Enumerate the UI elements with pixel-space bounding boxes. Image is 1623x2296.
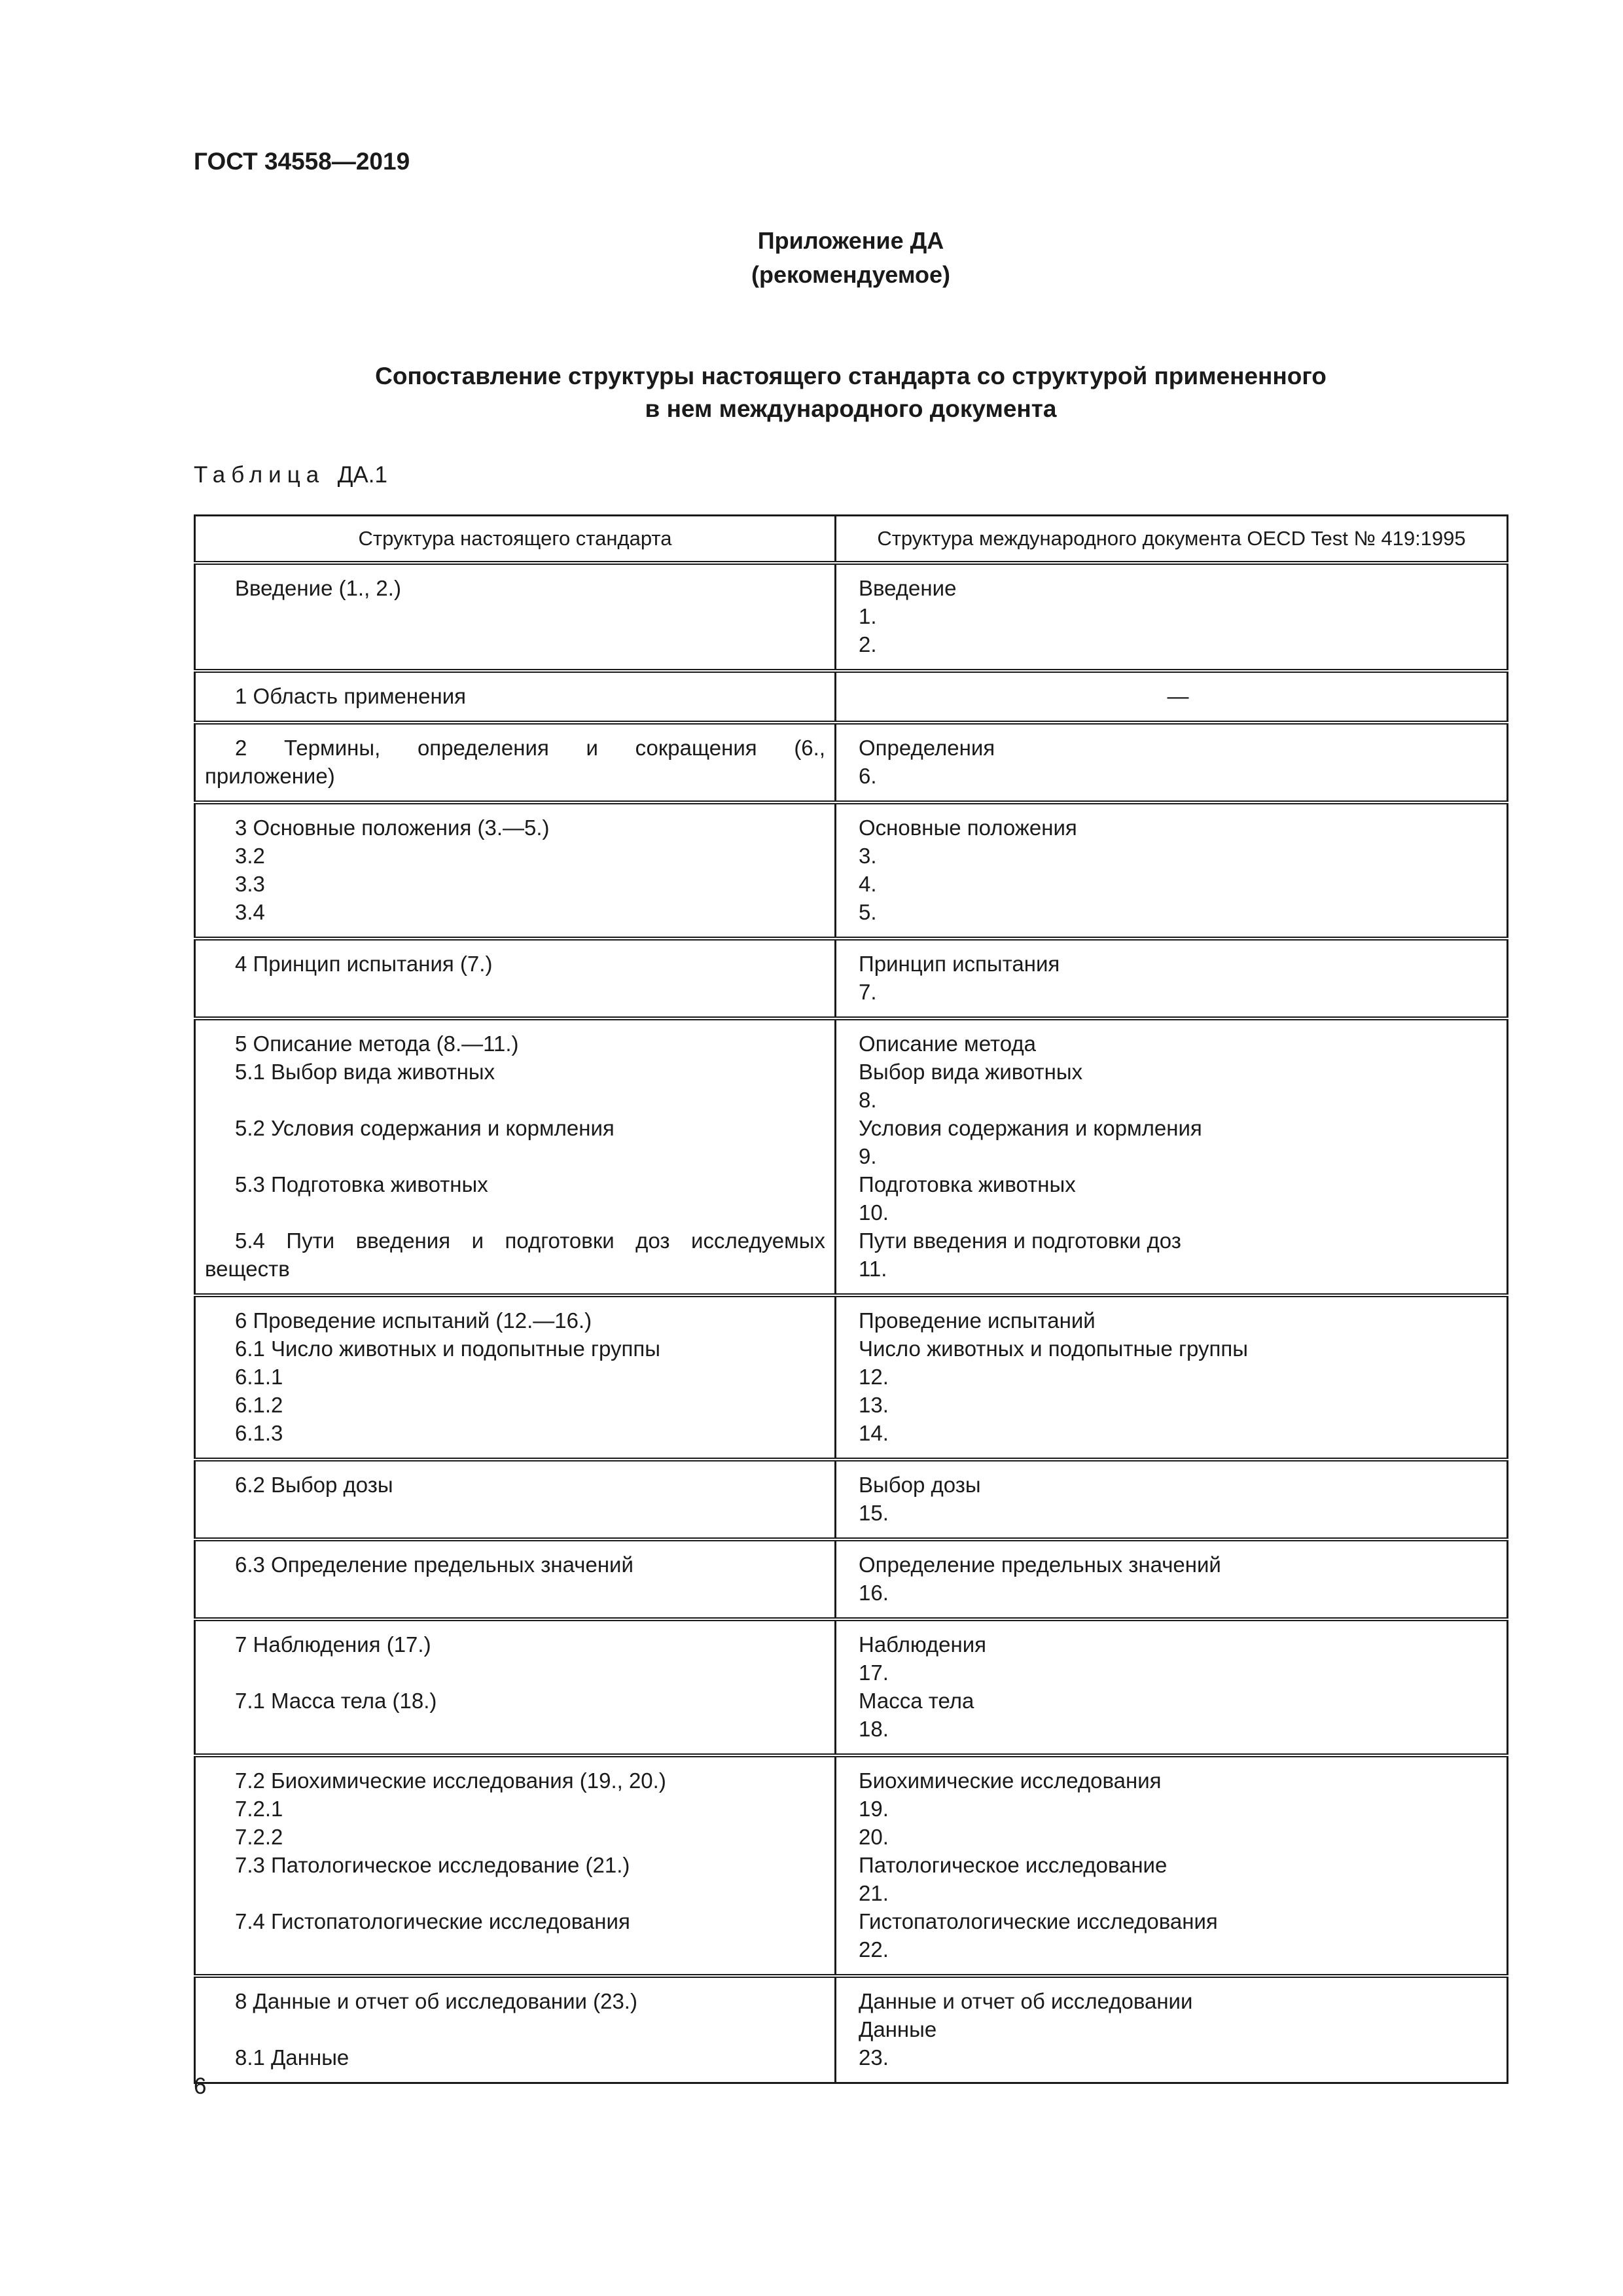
international-cell — [836, 1295, 1508, 1460]
international-cell — [836, 939, 1508, 1018]
cell-line: 6.1.2 — [235, 1393, 283, 1417]
standard-cell — [195, 1460, 836, 1539]
international-cell — [836, 1619, 1508, 1755]
standard-cell — [195, 671, 836, 723]
cell-line: 3.3 — [235, 872, 265, 896]
cell-line: 2 Термины, определения и сокращения (6., — [235, 736, 825, 760]
table-row — [195, 1755, 1508, 1976]
spacer — [205, 1659, 825, 1687]
table-header-row — [195, 516, 1508, 564]
standard-cell — [195, 802, 836, 939]
cell-line: 6. — [859, 764, 877, 788]
column-header-international: Структура международного документа OECD Test № 419:1995 — [836, 516, 1508, 564]
table-row — [195, 671, 1508, 723]
cell-line: 17. — [859, 1660, 889, 1685]
spacer — [205, 1879, 825, 1907]
cell-line: 16. — [859, 1581, 889, 1605]
cell-line: 1. — [859, 604, 877, 628]
table-label — [194, 462, 387, 488]
international-cell — [836, 1539, 1508, 1619]
cell-line: Гистопатологические исследования — [859, 1909, 1218, 1933]
cell-line: 7.3 Патологическое исследование (21.) — [235, 1853, 630, 1877]
standard-cell — [195, 1755, 836, 1976]
standard-cell — [195, 1295, 836, 1460]
table-row — [195, 563, 1508, 671]
comparison-table — [194, 514, 1508, 2084]
cell-line: 3.2 — [235, 844, 265, 868]
cell-line: 2. — [859, 632, 877, 656]
cell-line: 3.4 — [235, 900, 265, 924]
cell-line: веществ — [205, 1257, 290, 1281]
cell-line: 15. — [859, 1501, 889, 1525]
cell-line: Подготовка животных — [859, 1172, 1076, 1196]
cell-line: Данные и отчет об исследовании — [859, 1989, 1193, 2013]
cell-line: Число животных и подопытные группы — [859, 1336, 1248, 1361]
cell-line: 21. — [859, 1881, 889, 1905]
cell-line: 6.1.3 — [235, 1421, 283, 1445]
cell-line: 6.1 Число животных и подопытные группы — [235, 1336, 660, 1361]
cell-line: Основные положения — [859, 816, 1077, 840]
table-row — [195, 1976, 1508, 2083]
cell-line: 7.2.1 — [235, 1797, 283, 1821]
cell-line: 7.1 Масса тела (18.) — [235, 1689, 437, 1713]
cell-line: Определение предельных значений — [859, 1552, 1221, 1577]
cell-line: 5.1 Выбор вида животных — [235, 1060, 495, 1084]
cell-line: Определения — [859, 736, 995, 760]
cell-line: 6.1.1 — [235, 1365, 283, 1389]
cell-line: 7 Наблюдения (17.) — [235, 1632, 431, 1657]
table-row — [195, 939, 1508, 1018]
cell-line: 3 Основные положения (3.—5.) — [235, 816, 550, 840]
cell-line: 8. — [859, 1088, 877, 1112]
international-cell — [836, 802, 1508, 939]
cell-line: 8 Данные и отчет об исследовании (23.) — [235, 1989, 637, 2013]
annex-title: Приложение ДА — [757, 227, 944, 254]
cell-line: Биохимические исследования — [859, 1768, 1162, 1793]
cell-line: приложение) — [205, 764, 335, 788]
cell-line: 5.3 Подготовка животных — [235, 1172, 488, 1196]
section-heading — [0, 360, 1623, 425]
cell-line: 14. — [859, 1421, 889, 1445]
cell-line: 6 Проведение испытаний (12.—16.) — [235, 1308, 592, 1333]
table-row — [195, 1539, 1508, 1619]
cell-line: 20. — [859, 1825, 889, 1849]
cell-line: Проведение испытаний — [859, 1308, 1096, 1333]
international-cell — [836, 563, 1508, 671]
cell-line: Введение — [859, 576, 957, 600]
standard-cell — [195, 563, 836, 671]
table-label-prefix: Таблица — [194, 462, 325, 488]
international-cell — [836, 1460, 1508, 1539]
cell-line: Пути введения и подготовки доз — [859, 1229, 1181, 1253]
standard-cell — [195, 1976, 836, 2083]
cell-line: 5. — [859, 900, 877, 924]
cell-line: Патологическое исследование — [859, 1853, 1168, 1877]
table-label-number: ДА.1 — [337, 462, 387, 488]
cell-line: 4 Принцип испытания (7.) — [235, 952, 493, 976]
page-number: 6 — [194, 2073, 207, 2099]
cell-line: Данные — [859, 2017, 937, 2041]
cell-line: 3. — [859, 844, 877, 868]
cell-line: Введение (1., 2.) — [235, 576, 401, 600]
international-cell — [836, 671, 1508, 723]
heading-line-1: Сопоставление структуры настоящего стандарта со структурой примененного — [375, 363, 1327, 389]
cell-line: 11. — [859, 1257, 887, 1281]
cell-line: 13. — [859, 1393, 889, 1417]
cell-line: Выбор дозы — [859, 1473, 981, 1497]
cell-line: 7. — [859, 980, 877, 1004]
cell-line: 18. — [859, 1717, 889, 1741]
spacer — [205, 2015, 825, 2043]
cell-line: 12. — [859, 1365, 889, 1389]
cell-line: 8.1 Данные — [235, 2045, 349, 2070]
cell-line: 7.2 Биохимические исследования (19., 20.) — [235, 1768, 666, 1793]
cell-line: 10. — [859, 1200, 889, 1225]
cell-line: 6.2 Выбор дозы — [235, 1473, 393, 1497]
table-row — [195, 802, 1508, 939]
cell-line: 23. — [859, 2045, 889, 2070]
annex-status: (рекомендуемое) — [751, 261, 950, 288]
cell-line: 7.4 Гистопатологические исследования — [235, 1909, 630, 1933]
spacer — [205, 1198, 825, 1227]
table-row — [195, 1619, 1508, 1755]
cell-line: 19. — [859, 1797, 889, 1821]
cell-line: Масса тела — [859, 1689, 974, 1713]
cell-line: 4. — [859, 872, 877, 896]
cell-line: 6.3 Определение предельных значений — [235, 1552, 633, 1577]
table-row — [195, 723, 1508, 802]
cell-line: 5 Описание метода (8.—11.) — [235, 1031, 519, 1056]
spacer — [205, 1142, 825, 1170]
document-code: ГОСТ 34558—2019 — [194, 148, 410, 175]
cell-line: 5.2 Условия содержания и кормления — [235, 1116, 615, 1140]
spacer — [205, 1086, 825, 1114]
cell-line: 1 Область применения — [235, 684, 466, 708]
standard-cell — [195, 723, 836, 802]
table-row — [195, 1018, 1508, 1295]
cell-line: Описание метода — [859, 1031, 1036, 1056]
cell-line: — — [1167, 684, 1189, 708]
standard-cell — [195, 1619, 836, 1755]
table-row — [195, 1460, 1508, 1539]
cell-line: 22. — [859, 1937, 889, 1962]
international-cell — [836, 1018, 1508, 1295]
cell-line: Условия содержания и кормления — [859, 1116, 1202, 1140]
standard-cell — [195, 939, 836, 1018]
cell-line: 9. — [859, 1144, 877, 1168]
cell-line: Принцип испытания — [859, 952, 1060, 976]
heading-line-2: в нем международного документа — [645, 395, 1057, 422]
column-header-standard: Структура настоящего стандарта — [195, 516, 836, 564]
international-cell — [836, 723, 1508, 802]
cell-line: Наблюдения — [859, 1632, 987, 1657]
cell-line: 5.4 Пути введения и подготовки доз исследуемых — [235, 1229, 825, 1253]
standard-cell — [195, 1539, 836, 1619]
cell-line: Выбор вида животных — [859, 1060, 1083, 1084]
cell-line: 7.2.2 — [235, 1825, 283, 1849]
table-row — [195, 1295, 1508, 1460]
international-cell — [836, 1976, 1508, 2083]
standard-cell — [195, 1018, 836, 1295]
international-cell — [836, 1755, 1508, 1976]
